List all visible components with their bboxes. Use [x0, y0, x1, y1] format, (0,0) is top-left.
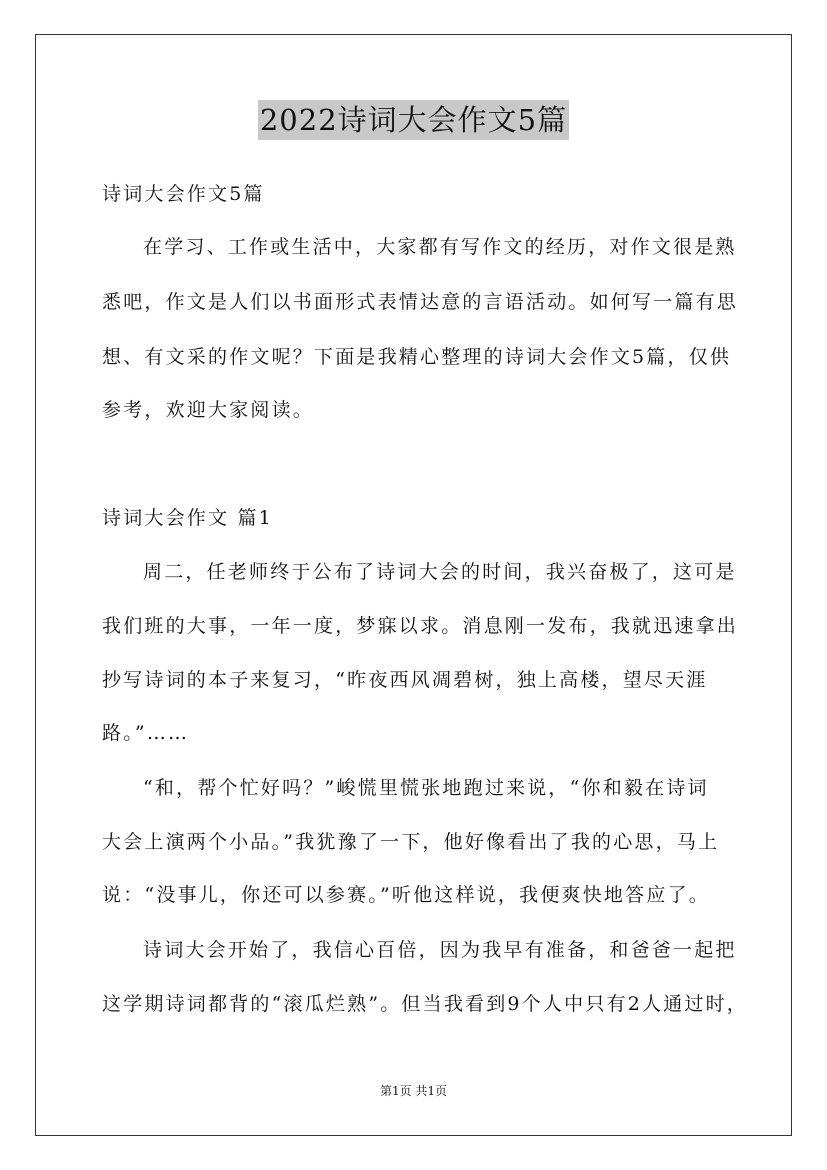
title-container: [0, 100, 827, 140]
body-line: 大会上演两个小品。”我犹豫了一下，他好像看出了我的心思，马上: [102, 831, 720, 853]
intro-line: 在学习、工作或生活中，大家都有写作文的经历，对作文很是熟: [143, 236, 737, 258]
body-line: 抄写诗词的本子来复习，“昨夜西风凋碧树，独上高楼，望尽天涯: [102, 669, 708, 691]
body-line: 路。”……: [102, 722, 190, 744]
body-line: 周二，任老师终于公布了诗词大会的时间，我兴奋极了，这可是: [143, 561, 737, 583]
intro-line: 想、有文采的作文呢？下面是我精心整理的诗词大会作文5篇，仅供: [102, 346, 732, 368]
document-subtitle: 诗词大会作文5篇: [102, 183, 265, 205]
intro-line: 参考，欢迎大家阅读。: [102, 399, 315, 421]
document-title: 2022诗词大会作文5篇: [258, 100, 569, 140]
body-line: 这学期诗词都背的“滚瓜烂熟”。但当我看到9个人中只有2人通过时，: [102, 993, 749, 1015]
body-line: 我们班的大事，一年一度，梦寐以求。消息刚一发布，我就迅速拿出: [102, 615, 739, 637]
page-footer: 第1页 共1页: [379, 1084, 448, 1098]
intro-line: 悉吧，作文是人们以书面形式表情达意的言语活动。如何写一篇有思: [102, 291, 739, 313]
body-line: “和，帮个忙好吗？”峻慌里慌张地跑过来说，“你和毅在诗词: [143, 777, 709, 799]
body-line: 说：“没事儿，你还可以参赛。”听他这样说，我便爽快地答应了。: [102, 884, 710, 906]
section-heading: 诗词大会作文 篇1: [102, 507, 273, 529]
body-line: 诗词大会开始了，我信心百倍，因为我早有准备，和爸爸一起把: [143, 939, 737, 961]
